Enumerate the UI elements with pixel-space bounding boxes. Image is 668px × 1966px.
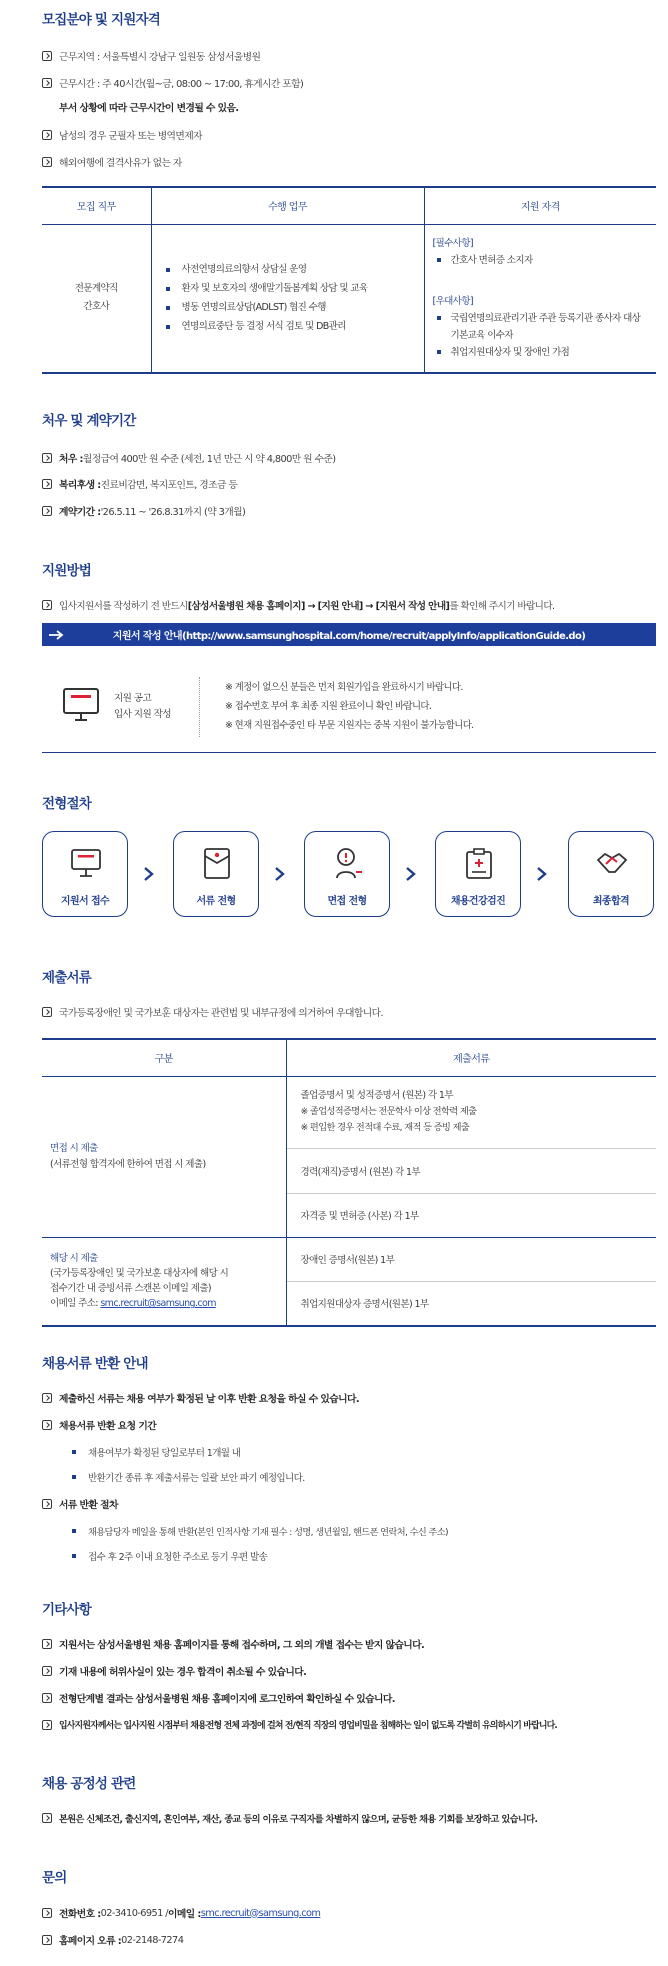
doc-cell-diploma: 졸업증명서 및 성적증명서 (원본) 각 1부 ※ 졸업성적증명서는 전문학사 이상 전학력 제출 ※ 편입한 경우 전적대 수료, 재적 등 증빙 제출 bbox=[286, 1076, 656, 1148]
bullet-benefits: 복리후생 : 진료비감면, 복지포인트, 경조금 등 bbox=[42, 477, 237, 491]
banner-link-text[interactable]: 지원서 작성 안내(http://www.samsunghospital.com/home/recruit/applyInfo/applicationGuide.do) bbox=[112, 631, 586, 642]
check-icon bbox=[42, 1007, 52, 1017]
doc-table-header-docs: 제출서류 bbox=[286, 1039, 656, 1076]
bullet-salary: 처우 : 월정급여 400만 원 수준 (세전, 1년 만근 시 약 4,800만 원 수준) bbox=[42, 451, 335, 465]
application-guide-banner[interactable] bbox=[42, 623, 656, 646]
doc-group-interview: 면접 시 제출 (서류전형 합격자에 한하여 면접 시 제출) bbox=[42, 1076, 286, 1237]
preferred-item-continued: 기본교육 이수자 bbox=[450, 329, 513, 341]
check-icon bbox=[42, 157, 52, 167]
section-title-contact: 문의 bbox=[42, 1870, 67, 1886]
apply-notes: ※ 계정이 없으신 분들은 먼저 회원가입을 완료하시기 바랍니다. ※ 접수번호 부여 후 최종 지원 완료이니 확인 바랍니다. ※ 현재 지원접수중인 타 부문 지원자는 중복 지원이 불가능합니다. bbox=[225, 682, 474, 731]
section-title-return: 채용서류 반환 안내 bbox=[42, 1356, 148, 1372]
section-title-treatment: 처우 및 계약기간 bbox=[42, 413, 136, 429]
doc-table-header-category: 구분 bbox=[42, 1039, 286, 1076]
check-icon bbox=[42, 600, 52, 610]
bullet-return-period: 채용서류 반환 요청 기간 bbox=[42, 1418, 156, 1432]
chevron-right-icon bbox=[273, 866, 287, 882]
doc-cell-career: 경력(재직)증명서 (원본) 각 1부 bbox=[286, 1148, 656, 1193]
section-title-documents: 제출서류 bbox=[42, 970, 91, 986]
documents-table bbox=[42, 1038, 656, 1327]
handshake-icon bbox=[595, 846, 629, 880]
bullet-fairness: 본원은 신체조건, 출신지역, 혼인여부, 재산, 종교 등의 이유로 구직자를 차별하지 않으며, 균등한 채용 기회를 보장하고 있습니다. bbox=[42, 1811, 537, 1825]
required-label: [필수사항] bbox=[432, 237, 474, 249]
duty-item: 연명의료중단 등 결정 서식 검토 및 DB관리 bbox=[166, 317, 424, 336]
step-health-check: 채용건강검진 bbox=[435, 831, 521, 917]
email-link[interactable]: smc.recruit@samsung.com bbox=[100, 1298, 216, 1310]
bullet-documents-note: 국가등록장애인 및 국가보훈 대상자는 관련법 및 내부규정에 의거하여 우대합니다. bbox=[42, 1005, 383, 1019]
check-icon bbox=[42, 51, 52, 61]
check-icon bbox=[42, 1639, 52, 1649]
bullet-etc: 지원서는 삼성서울병원 채용 홈페이지를 통해 접수하며, 그 외의 개별 접수는 받지 않습니다. bbox=[42, 1637, 424, 1651]
job-table-qual-cell bbox=[424, 224, 656, 373]
bullet-etc: 입사지원자께서는 입사지원 시점부터 채용전형 전체 과정에 걸쳐 전/현직 직장의 영업비밀을 침해하는 일이 없도록 각별히 유의하시기 바랍니다. bbox=[42, 1718, 557, 1731]
envelope-icon bbox=[200, 846, 234, 880]
check-icon bbox=[42, 1420, 52, 1430]
check-icon bbox=[42, 506, 52, 516]
check-icon bbox=[42, 479, 52, 489]
doc-group-optional: 해당 시 제출 (국가등록장애인 및 국가보훈 대상자에 해당 시 접수기간 내 증빙서류 스캔본 이메일 제출) 이메일 주소: smc.recruit@samsung.com bbox=[42, 1237, 286, 1326]
step-interview: 면접 전형 bbox=[304, 831, 390, 917]
bullet-apply-guide: 입사지원서를 작성하기 전 반드시 [삼성서울병원 채용 홈페이지] → [지원 안내] → [지원서 작성 안내] 를 확인해 주시기 바랍니다. bbox=[42, 598, 554, 612]
job-table-job-cell: 전문계약직 간호사 bbox=[74, 283, 118, 313]
chevron-right-icon bbox=[142, 866, 156, 882]
check-icon bbox=[42, 453, 52, 463]
arrow-right-icon bbox=[42, 630, 72, 640]
bullet-return-procedure: 서류 반환 절차 bbox=[42, 1497, 118, 1511]
check-icon bbox=[42, 1666, 52, 1676]
chevron-right-icon bbox=[404, 866, 418, 882]
interview-icon bbox=[331, 846, 365, 880]
job-table bbox=[42, 186, 656, 374]
return-procedure-item: 채용담당자 메일을 통해 반환(본인 인적사항 기재 필수 : 성명, 생년월일, 핸드폰 연락처, 수신 주소) bbox=[72, 1524, 448, 1538]
section-title-fairness: 채용 공정성 관련 bbox=[42, 1776, 136, 1792]
doc-cell-license: 자격증 및 면허증 (사본) 각 1부 bbox=[286, 1193, 656, 1237]
duty-item: 환자 및 보호자의 생애말기돌봄계획 상담 및 교육 bbox=[166, 279, 424, 298]
work-hours-note: 부서 상황에 따라 근무시간이 변경될 수 있음. bbox=[59, 103, 239, 114]
medical-clipboard-icon bbox=[462, 846, 496, 880]
check-icon bbox=[42, 1720, 52, 1730]
return-period-item: 채용여부가 확정된 당일로부터 1개월 내 bbox=[72, 1445, 240, 1459]
job-table-header-job: 모집 직무 bbox=[42, 187, 151, 224]
step-final-pass: 최종합격 bbox=[568, 831, 654, 917]
bullet-contact-phone: 전화번호 : 02-3410-6951 / 이메일 : smc.recruit@samsung.com bbox=[42, 1906, 320, 1920]
doc-cell-veteran: 취업지원대상자 증명서(원본) 1부 bbox=[286, 1281, 656, 1326]
preferred-item: 취업지원대상자 및 장애인 가점 bbox=[437, 344, 657, 361]
check-icon bbox=[42, 1693, 52, 1703]
step-document-screening: 서류 전형 bbox=[173, 831, 259, 917]
section-title-recruit: 모집분야 및 지원자격 bbox=[42, 12, 160, 28]
bullet-work-hours: 근무시간 : 주 40시간(월~금, 08:00 ~ 17:00, 휴게시간 포함) bbox=[42, 76, 303, 90]
check-icon bbox=[42, 130, 52, 140]
bullet-military: 남성의 경우 군필자 또는 병역면제자 bbox=[42, 128, 202, 142]
contact-email-link[interactable]: smc.recruit@samsung.com bbox=[200, 1907, 321, 1919]
check-icon bbox=[42, 78, 52, 88]
bullet-contract-period: 계약기간 : '26.5.11 ~ '26.8.31까지 (약 3개월) bbox=[42, 504, 245, 518]
check-icon bbox=[42, 1908, 52, 1918]
return-procedure-item: 접수 후 2주 이내 요청한 주소로 등기 우편 발송 bbox=[72, 1549, 267, 1563]
job-table-header-qual: 지원 자격 bbox=[424, 187, 656, 224]
chevron-right-icon bbox=[535, 866, 549, 882]
apply-box-title: 지원 공고 입사 지원 작성 bbox=[114, 693, 171, 720]
section-title-apply: 지원방법 bbox=[42, 563, 91, 579]
check-icon bbox=[42, 1935, 52, 1945]
step-application: 지원서 접수 bbox=[42, 831, 128, 917]
bullet-etc: 전형단계별 결과는 삼성서울병원 채용 홈페이지에 로그인하여 확인하실 수 있습니다. bbox=[42, 1691, 395, 1705]
monitor-icon bbox=[62, 687, 100, 724]
section-title-etc: 기타사항 bbox=[42, 1602, 91, 1618]
bullet-contact-error: 홈페이지 오류 : 02-2148-7274 bbox=[42, 1933, 183, 1947]
job-table-header-duties: 수행 업무 bbox=[151, 187, 424, 224]
preferred-item: 국립연명의료관리기관 주관 등록기관 종사자 대상 bbox=[437, 310, 657, 327]
bullet-etc: 기재 내용에 허위사실이 있는 경우 합격이 취소될 수 있습니다. bbox=[42, 1664, 306, 1678]
duty-item: 사전연명의료의향서 상담실 운영 bbox=[166, 260, 424, 279]
preferred-label: [우대사항] bbox=[432, 295, 474, 307]
doc-cell-disability: 장애인 증명서(원본) 1부 bbox=[286, 1237, 656, 1281]
check-icon bbox=[42, 1393, 52, 1403]
bullet-work-location: 근무지역 : 서울특별시 강남구 일원동 삼성서울병원 bbox=[42, 49, 260, 63]
apply-info-box bbox=[42, 665, 656, 753]
check-icon bbox=[42, 1499, 52, 1509]
section-title-process: 전형절차 bbox=[42, 796, 91, 812]
duty-item: 병동 연명의료상담(ADLST) 협진 수행 bbox=[166, 298, 424, 317]
monitor-icon bbox=[69, 846, 103, 880]
return-period-item: 반환기간 종류 후 제출서류는 일괄 보안 파기 예정입니다. bbox=[72, 1470, 305, 1484]
required-item: 간호사 면허증 소지자 bbox=[437, 252, 657, 269]
job-table-duties-cell bbox=[151, 224, 424, 373]
check-icon bbox=[42, 1813, 52, 1823]
divider bbox=[199, 677, 200, 737]
bullet-travel: 해외여행에 결격사유가 없는 자 bbox=[42, 155, 182, 169]
bullet-return-request: 제출하신 서류는 채용 여부가 확정된 날 이후 반환 요청을 하실 수 있습니다. bbox=[42, 1391, 359, 1405]
